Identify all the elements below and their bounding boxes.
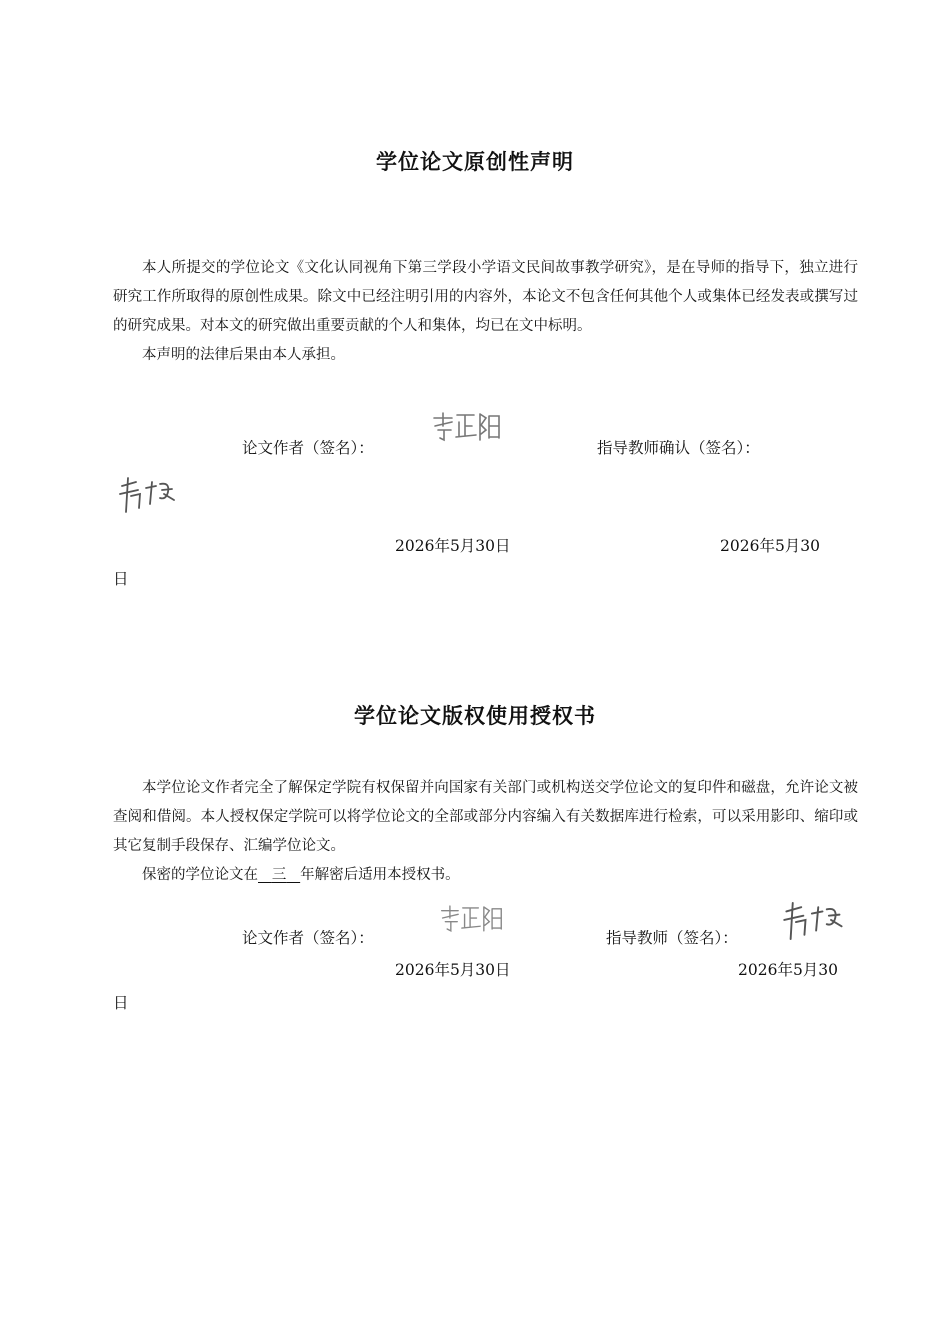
secret-years: 三 [271, 867, 287, 883]
declaration-advisor-signature [116, 474, 180, 516]
declaration-body [113, 254, 858, 370]
authorization-advisor-signature [780, 898, 848, 944]
declaration-author-date: 2026年5月30日 [395, 537, 511, 555]
secret-suffix: 年解密后适用本授权书。 [300, 867, 460, 883]
authorization-paragraph: 本学位论文作者完全了解保定学院有权保留并向国家有关部门或机构送交学位论文的复印件和磁盘，允许论文被查阅和借阅。本人授权保定学院可以将学位论文的全部或部分内容编入有关数据库进行检索，可以采用影印、缩印或其它复制手段保存、汇编学位论文。 [113, 780, 858, 854]
authorization-body [113, 774, 858, 890]
secret-period-line [113, 861, 858, 890]
declaration-paragraph: 本声明的法律后果由本人承担。 [142, 347, 345, 363]
declaration-advisor-label: 指导教师确认（签名）： [597, 439, 760, 457]
declaration-paragraph: 本人所提交的学位论文《文化认同视角下第三学段小学语文民间故事教学研究》，是在导师的指导下，独立进行研究工作所取得的原创性成果。除文中已经注明引用的内容外，本论文不包含任何其他个人或集体已经发表或撰写过的研究成果。对本文的研究做出重要贡献的个人和集体，均已在文中标明。 [113, 260, 858, 334]
declaration-advisor-date: 2026年5月30 [720, 537, 821, 555]
declaration-title: 学位论文原创性声明 [376, 150, 574, 174]
authorization-author-label: 论文作者（签名）： [242, 929, 374, 947]
declaration-author-signature [430, 410, 502, 442]
authorization-author-date: 2026年5月30日 [395, 961, 511, 979]
authorization-advisor-label: 指导教师（签名）： [606, 929, 738, 947]
declaration-date-wrap: 日 [113, 570, 129, 588]
authorization-title: 学位论文版权使用授权书 [354, 704, 596, 728]
authorization-author-signature [438, 903, 504, 933]
declaration-author-label: 论文作者（签名）： [242, 439, 374, 457]
secret-prefix: 保密的学位论文在 [142, 867, 258, 883]
authorization-date-wrap: 日 [113, 994, 129, 1012]
authorization-advisor-date: 2026年5月30 [738, 961, 839, 979]
